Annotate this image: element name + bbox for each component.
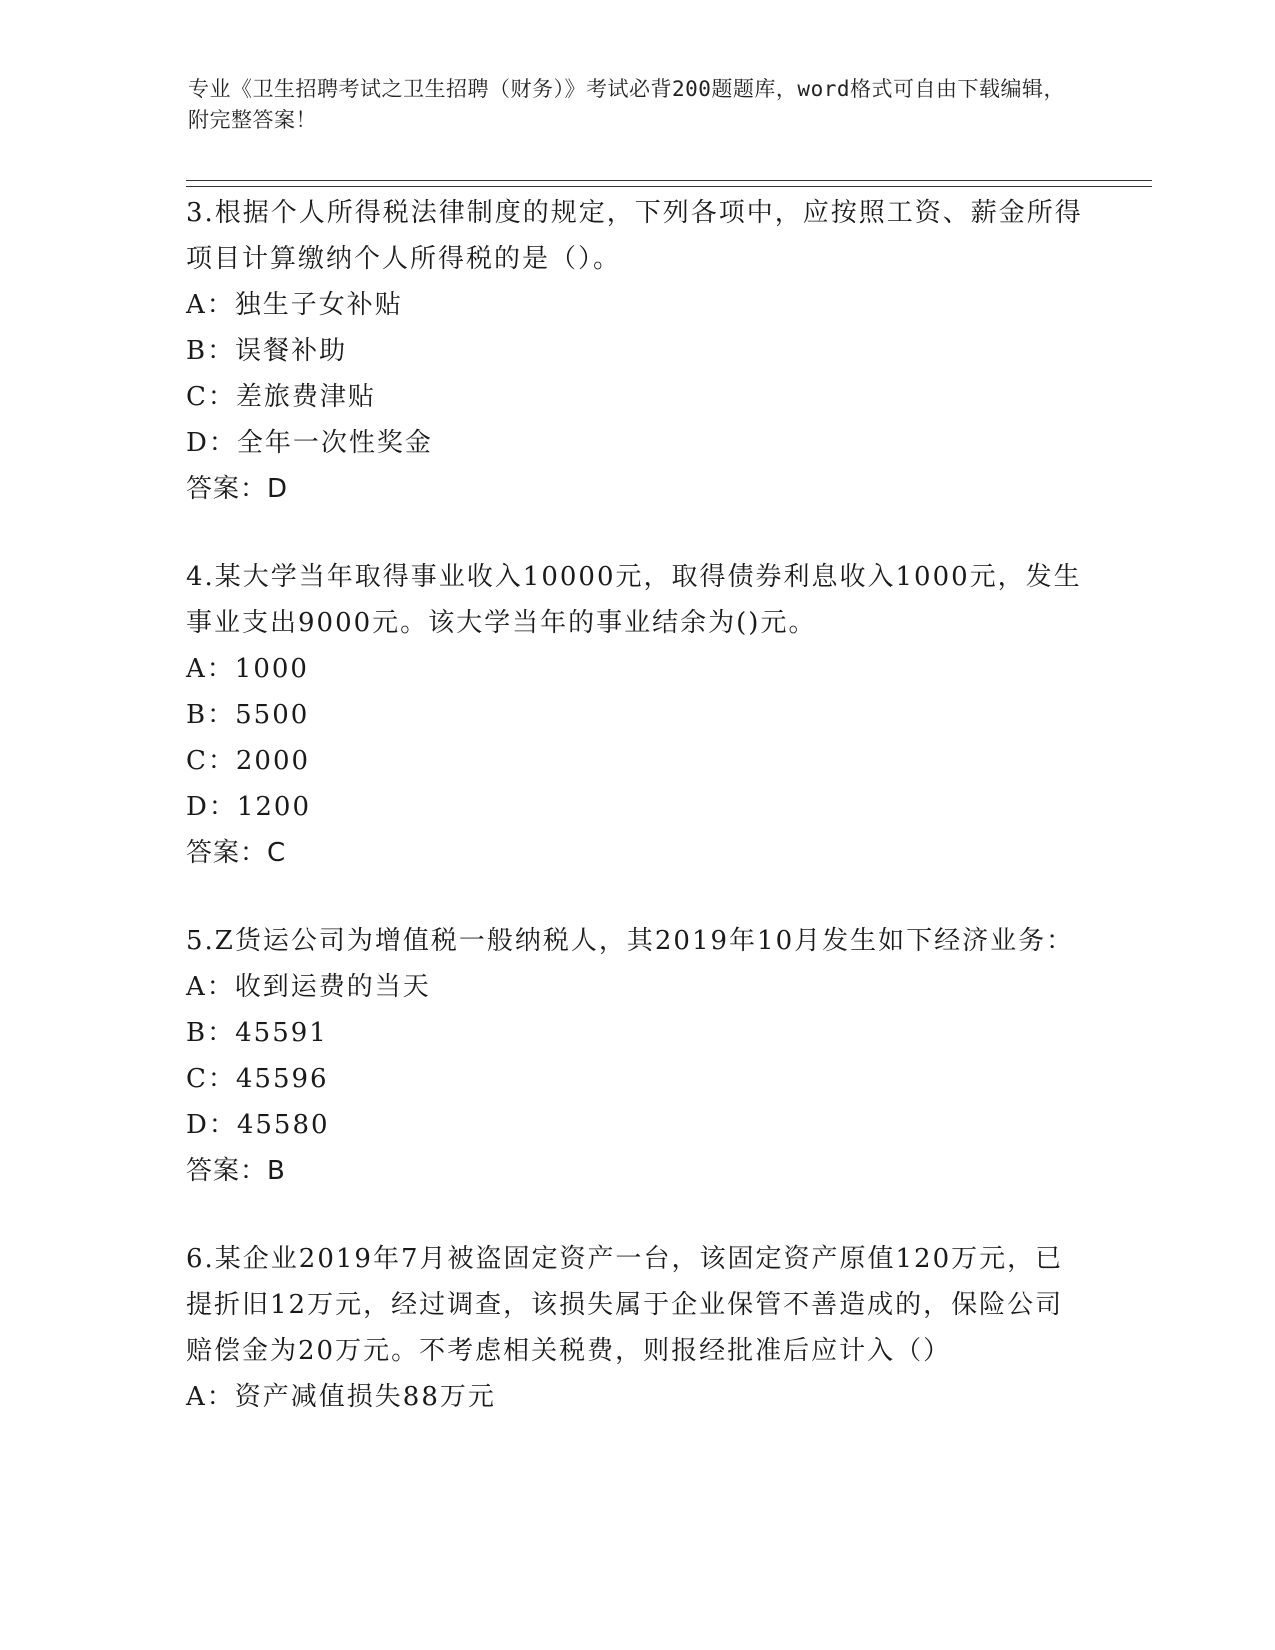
option-d: D：全年一次性奖金	[186, 428, 433, 458]
option-a: A：独生子女补贴	[186, 290, 403, 320]
answer: 答案：C	[186, 838, 287, 868]
question-stem: 5.Z货运公司为增值税一般纳税人，其2019年10月发生如下经济业务：	[186, 926, 1075, 956]
document-header: 专业《卫生招聘考试之卫生招聘（财务）》考试必背200题题库，word格式可自由下载编辑，附完整答案！	[188, 77, 1065, 132]
option-b: B：45591	[186, 1018, 328, 1048]
question-4	[186, 554, 1086, 876]
header-divider-top	[186, 180, 1152, 181]
option-c: C：2000	[186, 746, 311, 776]
question-6	[186, 1236, 1086, 1420]
question-5	[186, 918, 1086, 1194]
question-3	[186, 190, 1086, 512]
question-stem: 4.某大学当年取得事业收入10000元，取得债券利息收入1000元，发生事业支出9000元。该大学当年的事业结余为()元。	[186, 562, 1082, 638]
option-a: A：资产减值损失88万元	[186, 1382, 496, 1412]
question-stem: 6.某企业2019年7月被盗固定资产一台，该固定资产原值120万元，已提折旧12万元，经过调查，该损失属于企业保管不善造成的，保险公司赔偿金为20万元。不考虑相关税费，则报经批准后应计入（）	[186, 1244, 1064, 1366]
option-a: A：收到运费的当天	[186, 972, 431, 1002]
option-b: B：5500	[186, 700, 310, 730]
question-list	[186, 190, 1086, 1462]
header-divider-bottom	[186, 186, 1152, 187]
answer: 答案：D	[186, 474, 289, 504]
option-c: C：差旅费津贴	[186, 382, 376, 412]
question-stem: 3.根据个人所得税法律制度的规定，下列各项中，应按照工资、薪金所得项目计算缴纳个人所得税的是（）。	[186, 198, 1083, 274]
option-d: D：1200	[186, 792, 312, 822]
option-c: C：45596	[186, 1064, 329, 1094]
option-d: D：45580	[186, 1110, 330, 1140]
answer: 答案：B	[186, 1156, 286, 1186]
option-b: B：误餐补助	[186, 336, 348, 366]
option-a: A：1000	[186, 654, 309, 684]
